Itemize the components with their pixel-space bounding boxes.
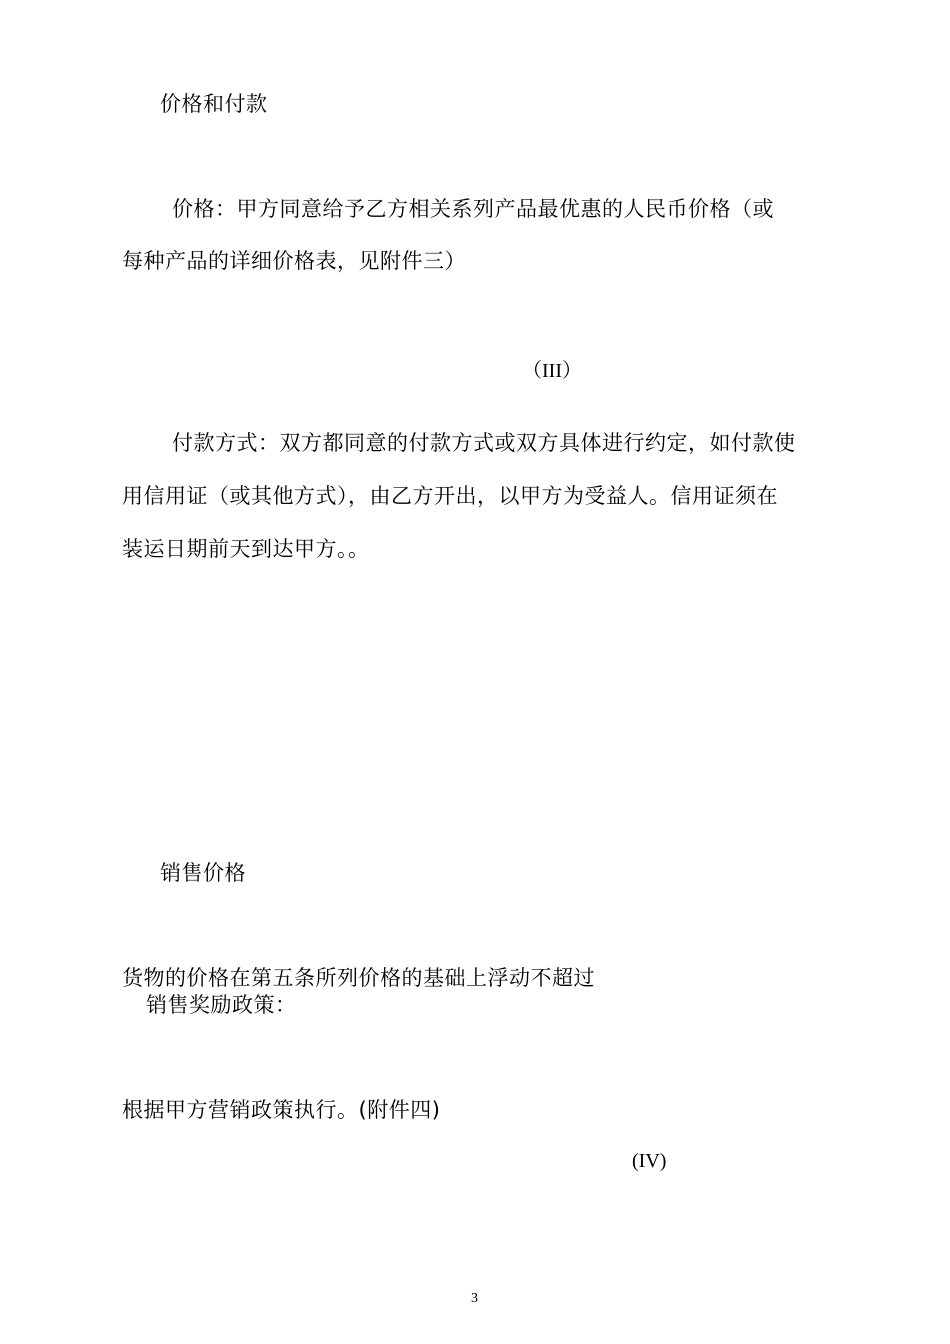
price-paragraph-line-2: 每种产品的详细价格表，见附件三） <box>122 249 466 273</box>
sales-incentive-heading: 销售奖励政策： <box>146 993 297 1017</box>
price-paragraph-line-1: 价格：甲方同意给予乙方相关系列产品最优惠的人民币价格（或 <box>172 197 774 221</box>
section-heading-price-payment: 价格和付款 <box>160 92 268 116</box>
section-marker-iii: （III） <box>522 360 582 382</box>
section-heading-sales-price: 销售价格 <box>160 861 246 885</box>
marketing-policy-line: 根据甲方营销政策执行。(附件四) <box>122 1098 441 1122</box>
price-float-line: 货物的价格在第五条所列价格的基础上浮动不超过 <box>122 966 595 990</box>
payment-paragraph-line-1: 付款方式：双方都同意的付款方式或双方具体进行约定，如付款使 <box>172 431 796 455</box>
payment-paragraph-line-3: 装运日期前天到达甲方。。 <box>122 537 370 561</box>
page-number: 3 <box>471 1291 478 1306</box>
section-marker-iv: (IV) <box>632 1150 667 1172</box>
payment-paragraph-line-2: 用信用证（或其他方式），由乙方开出，以甲方为受益人。信用证须在 <box>122 484 778 508</box>
